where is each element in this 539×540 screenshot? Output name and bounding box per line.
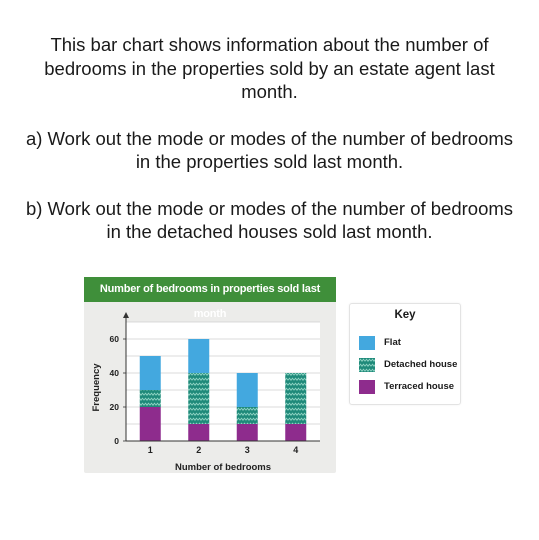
x-tick-label: 4 <box>293 445 299 455</box>
bar-segment <box>237 424 258 441</box>
question-part-a: a) Work out the mode or modes of the number of bedrooms in the properties sold last month. <box>25 127 514 172</box>
y-tick-label: 40 <box>109 368 119 378</box>
legend-swatch <box>359 358 375 372</box>
x-tick-label: 1 <box>147 445 153 455</box>
question-intro: This bar chart shows information about the number of bedrooms in the properties sold by an estate agent last month. <box>44 34 495 102</box>
chart-legend <box>349 303 461 405</box>
y-tick-label: 60 <box>109 334 119 344</box>
bar-segment <box>285 424 306 441</box>
chart-panel <box>84 277 336 473</box>
chart-title: Number of bedrooms in properties sold last month <box>84 277 336 302</box>
bar-segment <box>188 339 209 373</box>
y-tick-label: 0 <box>114 436 119 446</box>
bar-segment <box>285 373 306 424</box>
legend-label: Terraced house <box>384 381 455 392</box>
y-axis-label: Frequency <box>91 363 102 412</box>
bar-segment <box>188 373 209 424</box>
legend-label: Detached house <box>384 359 458 370</box>
legend-title: Key <box>394 309 416 321</box>
bar-segment <box>188 424 209 441</box>
y-axis-arrow <box>123 312 129 318</box>
legend-swatch <box>359 336 375 350</box>
bar-segment <box>140 356 161 390</box>
x-tick-label: 3 <box>244 445 250 455</box>
bar-chart <box>84 277 336 473</box>
y-tick-label: 20 <box>109 402 119 412</box>
legend-swatch <box>359 380 375 394</box>
bar-segment <box>237 407 258 424</box>
x-tick-label: 2 <box>196 445 202 455</box>
bar-segment <box>140 390 161 407</box>
bar-segment <box>237 373 258 407</box>
legend-label: Flat <box>384 337 401 348</box>
question-text <box>20 33 519 267</box>
question-part-b: b) Work out the mode or modes of the number of bedrooms in the detached houses sold last month. <box>25 197 514 242</box>
x-axis-label: Number of bedrooms <box>174 462 272 473</box>
bar-segment <box>140 407 161 441</box>
